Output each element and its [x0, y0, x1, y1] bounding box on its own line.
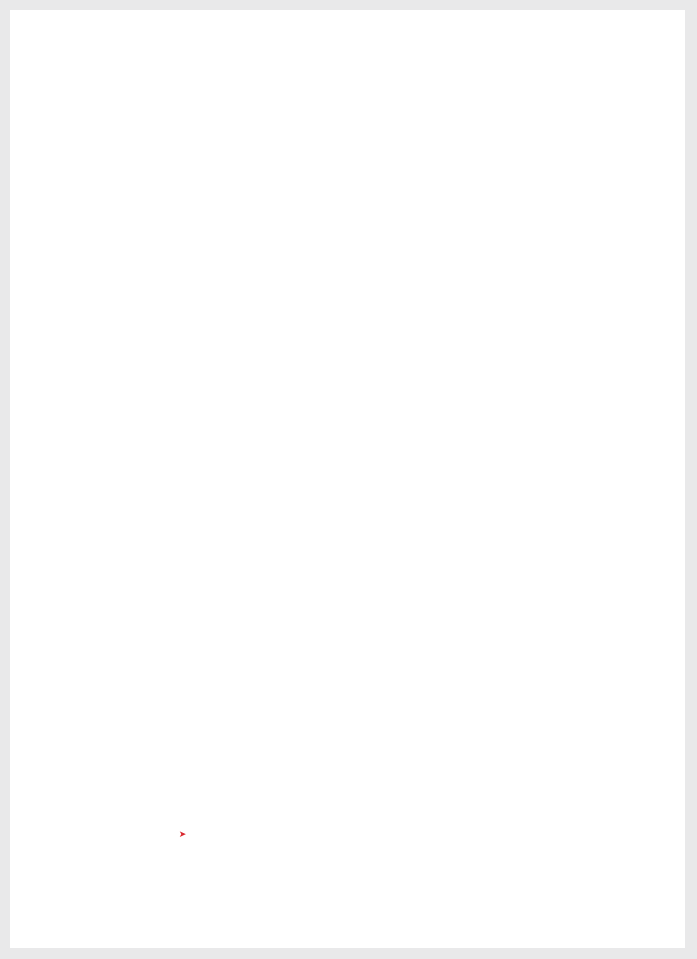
menu-notes — [34, 828, 334, 841]
pepper-icon: ➤ — [178, 829, 187, 839]
menu-page — [10, 10, 685, 948]
